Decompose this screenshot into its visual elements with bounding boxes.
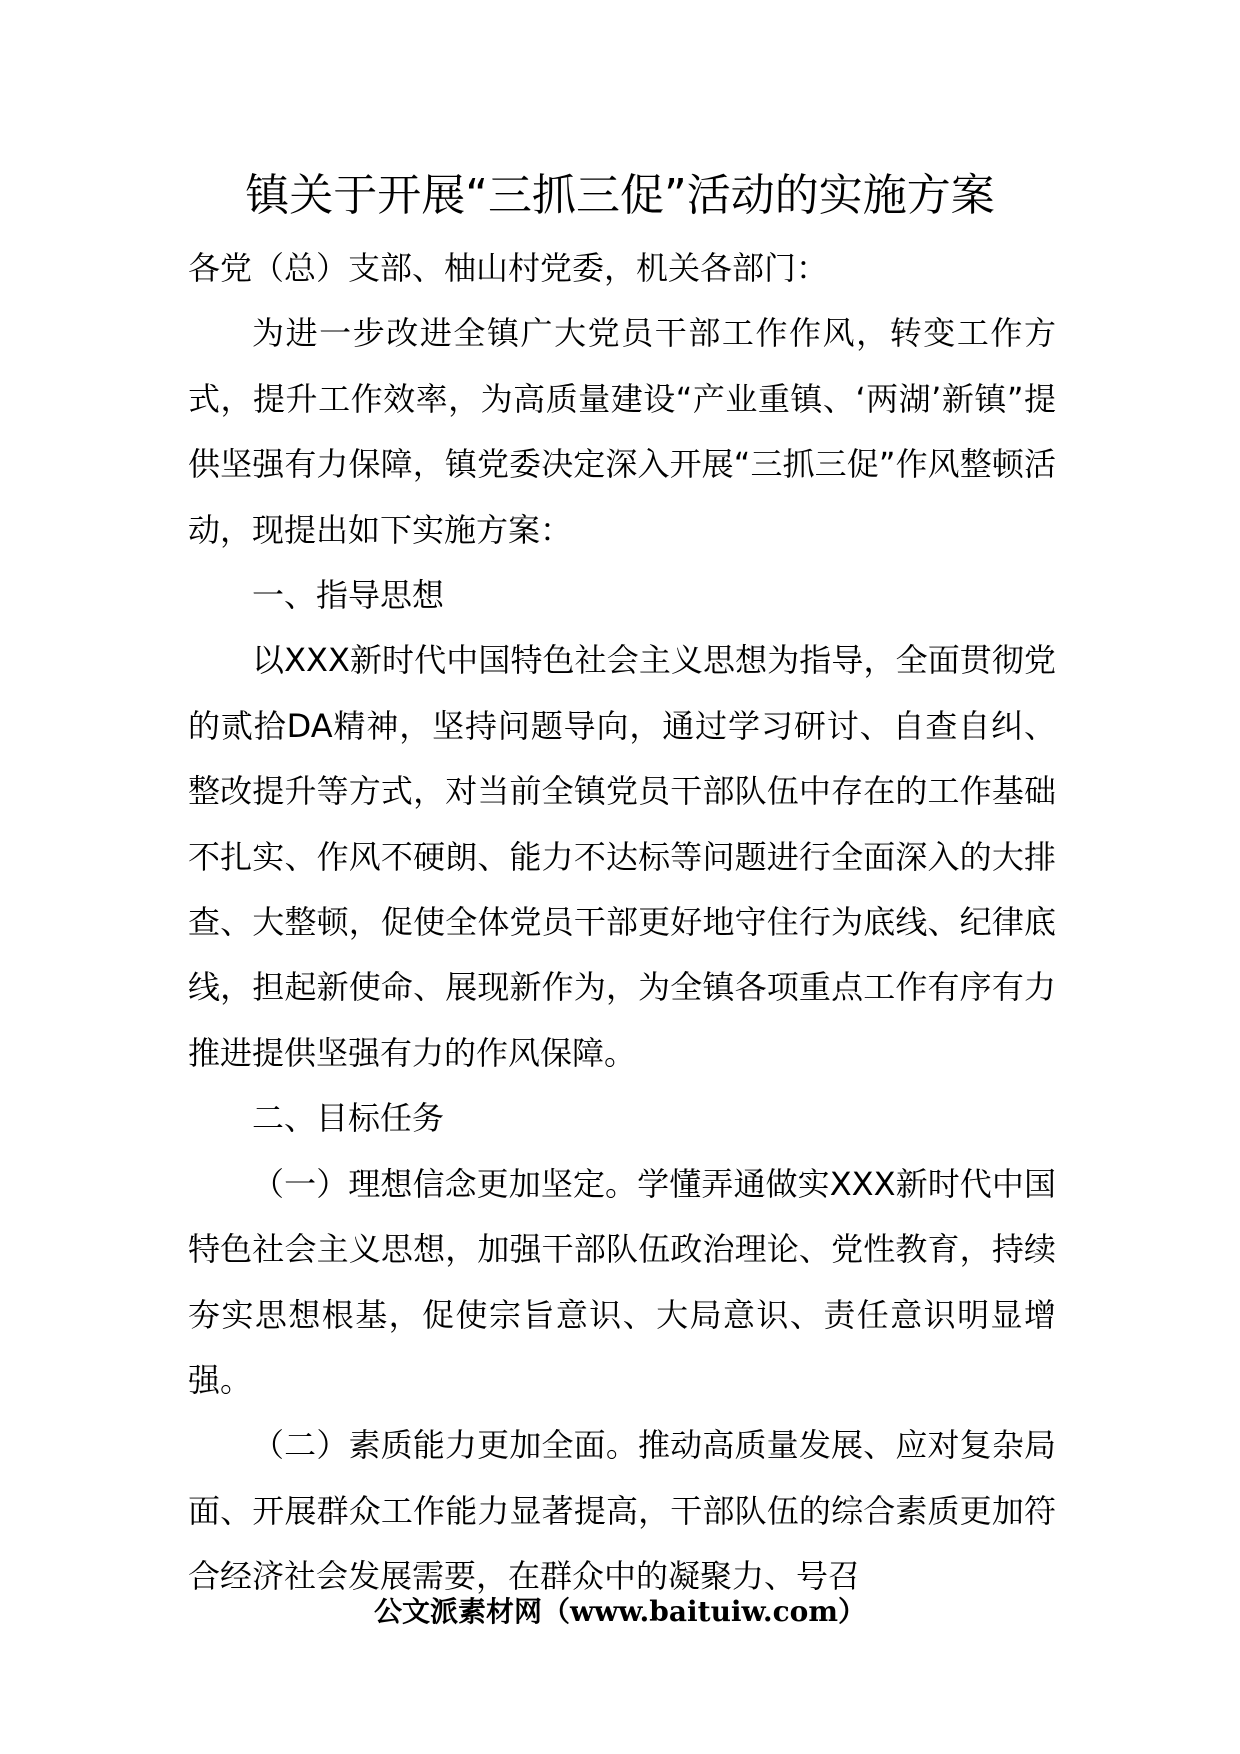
- section-heading-objectives: 二、目标任务: [252, 1099, 445, 1138]
- objective-item-1: （一）理想信念更加坚定。学懂弄通做实XXX新时代中国特色社会主义思想，加强干部队伍政治理论、党性教育，持续夯实思想根基，促使宗旨意识、大局意识、责任意识明显增强。: [188, 1164, 1056, 1399]
- objective-item-2: （二）素质能力更加全面。推动高质量发展、应对复杂局面、开展群众工作能力显著提高，干部队伍的综合素质更加符合经济社会发展需要，在群众中的凝聚力、号召: [188, 1426, 1056, 1596]
- document-body: [188, 236, 1056, 1610]
- intro-paragraph: 为进一步改进全镇广大党员干部工作作风，转变工作方式，提升工作效率，为高质量建设“产业重镇、‘两湖’新镇”提供坚强有力保障，镇党委决定深入开展“三抓三促”作风整顿活动，现提出如下实施方案：: [188, 314, 1056, 549]
- guiding-thought-paragraph: 以XXX新时代中国特色社会主义思想为指导，全面贯彻党的贰拾DA精神，坚持问题导向，通过学习研讨、自查自纠、整改提升等方式，对当前全镇党员干部队伍中存在的工作基础不扎实、作风不硬朗、能力不达标等问题进行全面深入的大排查、大整顿，促使全体党员干部更好地守住行为底线、纪律底线，担起新使命、展现新作为，为全镇各项重点工作有序有力推进提供坚强有力的作风保障。: [188, 641, 1056, 1072]
- document-title: 镇关于开展“三抓三促”活动的实施方案: [245, 170, 995, 221]
- footer-watermark: 公文派素材网（www.baituiw.com）: [374, 1595, 866, 1628]
- section-heading-guiding-thought: 一、指导思想: [252, 576, 445, 615]
- salutation: 各党（总）支部、柚山村党委，机关各部门：: [188, 249, 829, 287]
